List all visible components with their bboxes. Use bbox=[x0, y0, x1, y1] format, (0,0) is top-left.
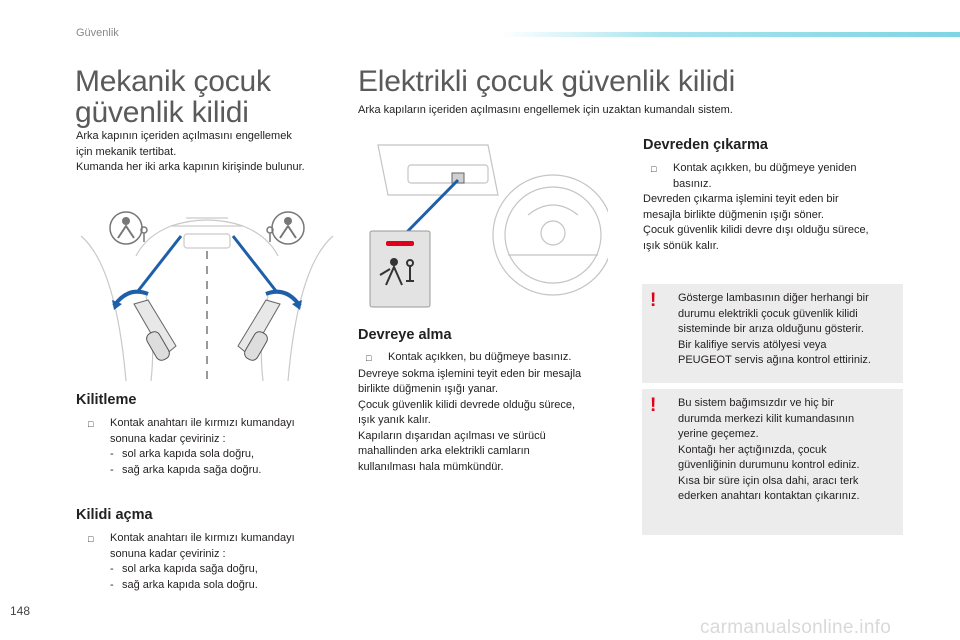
intro-line: Arka kapının içeriden açılmasını engellemek bbox=[76, 130, 292, 142]
checkbox-bullet-icon: □ bbox=[366, 353, 372, 363]
exclamation-icon: ! bbox=[650, 290, 657, 311]
electric-intro: Arka kapıların içeriden açılmasını engellemek için uzaktan kumandalı sistem. bbox=[358, 104, 733, 116]
child-lock-icon bbox=[110, 212, 147, 244]
warning-line: sisteminde bir arıza olduğunu gösterir. bbox=[678, 323, 864, 335]
activation-steps bbox=[358, 350, 618, 475]
electric-lock-illustration bbox=[368, 135, 608, 315]
text-line: ışık yanık kalır. bbox=[358, 414, 431, 426]
bullet-line: basınız. bbox=[673, 177, 712, 190]
deactivation-steps bbox=[643, 161, 908, 254]
warning-line: ederken anahtarı kontaktan çıkarınız. bbox=[678, 490, 860, 502]
checkbox-bullet-icon: □ bbox=[88, 534, 94, 544]
text-line: Devreye sokma işlemini teyit eden bir mesajla bbox=[358, 367, 582, 380]
text-line: kullanılması hala mümkündür. bbox=[358, 460, 504, 473]
locking-steps: □ Kontak anahtarı ile kırmızı kumandayı sonuna kadar çeviriniz : - sol arka kapıda sola doğru, - sağ arka kapıda sağa doğru. bbox=[88, 416, 338, 478]
title-line: Mekanik çocuk bbox=[75, 65, 271, 98]
bullet-line: sonuna kadar çeviriniz : bbox=[110, 547, 226, 560]
section-title: Güvenlik bbox=[76, 27, 119, 39]
warning-line: durumda merkezi kilit kumandasının bbox=[678, 412, 855, 425]
warning-line: yerine geçemez. bbox=[678, 428, 759, 440]
mechanical-intro bbox=[76, 129, 305, 176]
text-line: Kapıların dışarıdan açılması ve sürücü bbox=[358, 429, 546, 442]
checkbox-bullet-icon: □ bbox=[651, 164, 657, 174]
child-unlock-icon bbox=[267, 212, 304, 244]
text-line: birlikte düğmenin ışığı yanar. bbox=[358, 383, 499, 395]
bullet-line: Kontak anahtarı ile kırmızı kumandayı bbox=[110, 417, 295, 429]
warning-line: Kontağı her açtığınızda, çocuk bbox=[678, 443, 827, 456]
bullet-line: Kontak anahtarı ile kırmızı kumandayı bbox=[110, 532, 295, 544]
title-line: güvenlik kilidi bbox=[75, 96, 249, 129]
text-line: mesajla birlikte düğmenin ışığı söner. bbox=[643, 208, 824, 221]
key-fob-right bbox=[238, 300, 280, 362]
deactivation-heading: Devreden çıkarma bbox=[643, 137, 768, 153]
warning-line: Bir kalifiye servis atölyesi veya bbox=[678, 338, 827, 351]
exclamation-icon: ! bbox=[650, 395, 657, 416]
warning-line: durumu elektrikli çocuk güvenlik kilidi bbox=[678, 307, 858, 320]
header-accent-bar bbox=[500, 32, 960, 37]
watermark: carmanualsonline.info bbox=[700, 617, 892, 638]
text-line: Çocuk güvenlik kilidi devre dışı olduğu sürece, bbox=[643, 224, 869, 236]
warning-line: PEUGEOT servis ağına kontrol ettiriniz. bbox=[678, 354, 871, 366]
unlocking-steps: □ Kontak anahtarı ile kırmızı kumandayı sonuna kadar çeviriniz : - sol arka kapıda sağa doğru, - sağ arka kapıda sola doğru. bbox=[88, 531, 338, 593]
text-line: Devreden çıkarma işlemini teyit eden bir bbox=[643, 193, 839, 205]
warning-box-fault bbox=[642, 284, 903, 383]
bullet-line: Kontak açıkken, bu düğmeye basınız. bbox=[388, 351, 572, 363]
sub-item: sol arka kapıda sola doğru, bbox=[122, 448, 255, 460]
warning-box-independent bbox=[642, 389, 903, 535]
warning-line: Bu sistem bağımsızdır ve hiç bir bbox=[678, 397, 834, 409]
sub-item: sağ arka kapıda sola doğru. bbox=[122, 578, 258, 591]
sub-item: sol arka kapıda sağa doğru, bbox=[122, 563, 258, 575]
bullet-line: Kontak açıkken, bu düğmeye yeniden bbox=[673, 162, 857, 174]
warning-line: Gösterge lambasının diğer herhangi bir bbox=[678, 292, 869, 304]
child-lock-indicator-light bbox=[386, 241, 414, 246]
mechanical-lock-title bbox=[75, 66, 271, 128]
bullet-line: sonuna kadar çeviriniz : bbox=[110, 432, 226, 445]
intro-line: Kumanda her iki arka kapının kirişinde bulunur. bbox=[76, 161, 305, 173]
checkbox-bullet-icon: □ bbox=[88, 419, 94, 429]
unlocking-heading: Kilidi açma bbox=[76, 507, 153, 523]
warning-line: güvenliğinin durumunu kontrol ediniz. bbox=[678, 459, 860, 471]
intro-line: için mekanik tertibat. bbox=[76, 145, 177, 158]
page-number: 148 bbox=[10, 604, 31, 618]
text-line: Çocuk güvenlik kilidi devrede olduğu sürece, bbox=[358, 398, 576, 411]
text-line: ışık sönük kalır. bbox=[643, 239, 719, 252]
mechanical-lock-illustration bbox=[76, 196, 338, 381]
locking-heading: Kilitleme bbox=[76, 392, 137, 408]
activation-heading: Devreye alma bbox=[358, 327, 452, 343]
key-fob-left bbox=[134, 300, 176, 362]
text-line: mahallinden arka elektrikli camların bbox=[358, 445, 530, 457]
electric-lock-title: Elektrikli çocuk güvenlik kilidi bbox=[358, 65, 736, 98]
warning-line: Kısa bir süre için olsa dahi, aracı terk bbox=[678, 474, 859, 487]
sub-item: sağ arka kapıda sağa doğru. bbox=[122, 463, 262, 476]
